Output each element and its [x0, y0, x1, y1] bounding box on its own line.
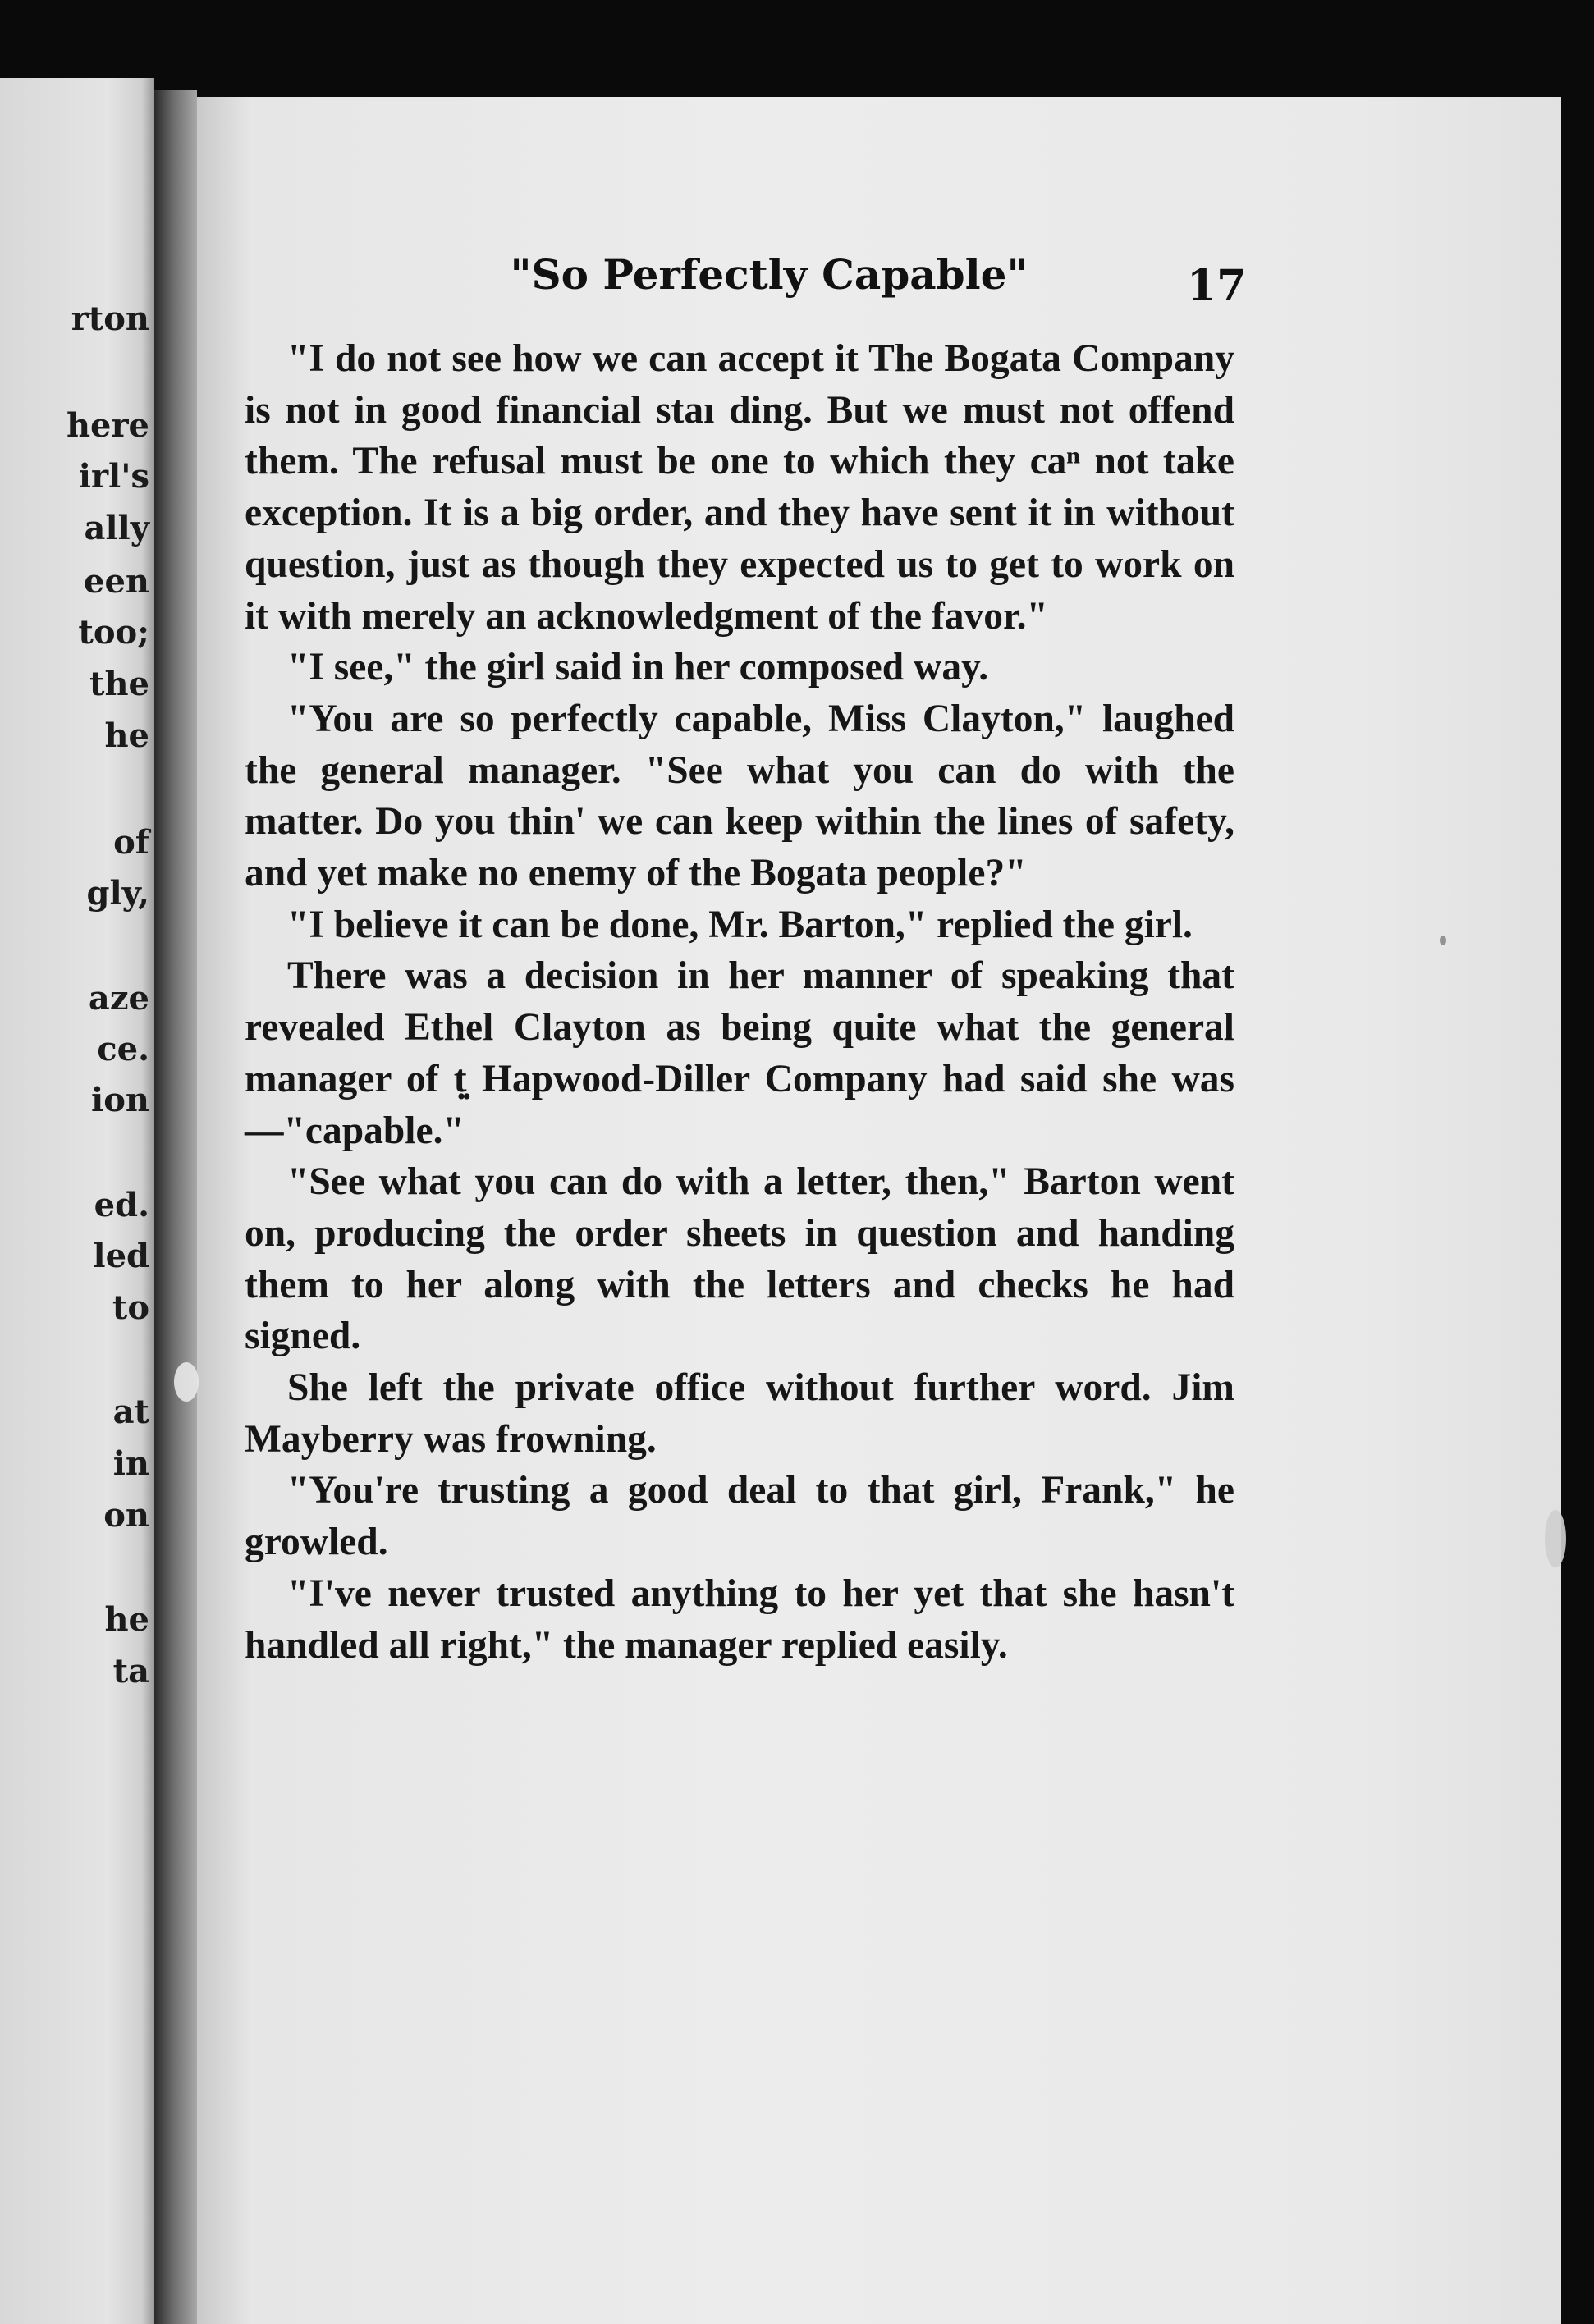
- paragraph: "See what you can do with a letter, then," Barton went on, producing the order sheets in question and handing them to her along with the letters and checks he had signed.: [245, 1160, 1234, 1358]
- paragraph: "I see," the girl said in her composed way.: [287, 646, 989, 689]
- paragraph: There was a decision in her manner of speaking that revealed Ethel Clayton as being quite what the general manager of ṭ̣̣ Hapwood-Diller Company had said she was—"capable.": [245, 954, 1234, 1152]
- left-fragment: of: [113, 823, 149, 862]
- left-fragment: on: [103, 1496, 149, 1535]
- left-fragment: to: [112, 1288, 149, 1327]
- left-fragment: ally: [84, 509, 149, 547]
- paragraph: "You're trusting a good deal to that girl, Frank," he growled.: [245, 1469, 1234, 1564]
- left-fragment: ce.: [97, 1030, 149, 1068]
- left-fragment: een: [84, 562, 149, 601]
- page-smudge: [1545, 1510, 1566, 1567]
- left-fragment: the: [89, 665, 149, 703]
- book-gutter: [154, 90, 197, 2324]
- page-smudge: [1440, 936, 1446, 945]
- left-fragment: at: [112, 1393, 149, 1431]
- left-fragment: here: [66, 406, 149, 445]
- left-fragment: aze: [88, 979, 149, 1018]
- page-body: [245, 333, 1234, 1671]
- left-fragment: irl's: [78, 457, 149, 496]
- left-fragment: rton: [71, 300, 149, 338]
- left-fragment: gly,: [86, 874, 149, 913]
- page-edge-shadow: [1561, 97, 1594, 2324]
- left-fragment: he: [104, 1600, 149, 1639]
- paragraph: "I do not see how we can accept it The Bogata Company is not in good financial staı ding. But we must not offend them. The refusal must be one to which they caⁿ not take exception. It is a big order, and they have sent it in without question, just as though they expected us to get to work on it with merely an acknowledgment of the favor.": [245, 337, 1234, 638]
- left-fragment: too;: [78, 613, 149, 652]
- left-fragment: he: [104, 716, 149, 755]
- previous-page: [0, 78, 154, 2324]
- left-fragment: ed.: [94, 1186, 149, 1224]
- paragraph: "I've never trusted anything to her yet that she hasn't handled all right," the manager replied easily.: [245, 1571, 1234, 1667]
- paragraph: "I believe it can be done, Mr. Barton," replied the girl.: [287, 903, 1193, 946]
- paragraph: She left the private office without further word. Jim Mayberry was frowning.: [245, 1366, 1234, 1461]
- left-fragment: led: [93, 1237, 149, 1275]
- page-number: 17: [1187, 261, 1247, 311]
- left-fragment: in: [112, 1444, 149, 1483]
- paragraph: "You are so perfectly capable, Miss Clayton," laughed the general manager. "See what you can do with the matter. Do you thin' we can keep within the lines of safety, and yet make no enemy of the Bogata people?": [245, 697, 1234, 895]
- left-fragment: ion: [91, 1081, 149, 1119]
- running-title: "So Perfectly Capable": [510, 250, 1028, 299]
- left-fragment: ta: [112, 1652, 149, 1690]
- page-smudge: [174, 1362, 199, 1402]
